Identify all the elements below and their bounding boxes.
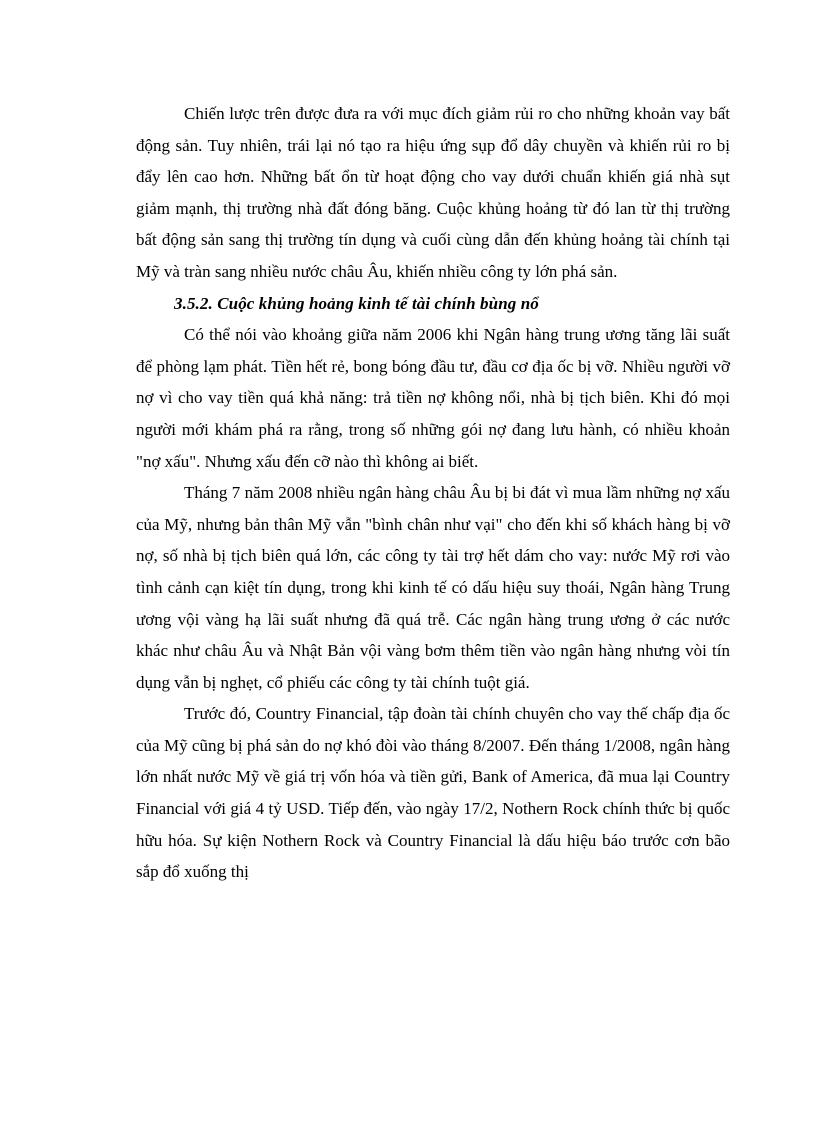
section-heading: 3.5.2. Cuộc khủng hoảng kinh tế tài chính bùng nổ — [174, 293, 539, 313]
document-body — [136, 98, 730, 888]
paragraph-3: Trước đó, Country Financial, tập đoàn tài chính chuyên cho vay thế chấp địa ốc của Mỹ cũng bị phá sản do nợ khó đòi vào tháng 8/2007. Đến tháng 1/2008, ngân hàng lớn nhất nước Mỹ về giá trị vốn hóa và tiền gửi, Bank of America, đã mua lại Country Financial với giá 4 tỷ USD. Tiếp đến, vào ngày 17/2, Nothern Rock chính thức bị quốc hữu hóa. Sự kiện Nothern Rock và Country Financial là dấu hiệu báo trước cơn bão sắp đổ xuống thị — [136, 704, 730, 882]
paragraph-2: Tháng 7 năm 2008 nhiều ngân hàng châu Âu bị bi đát vì mua lầm những nợ xấu của Mỹ, nhưng bản thân Mỹ vẫn "bình chân như vại" cho đến khi số khách hàng bị vỡ nợ, số nhà bị tịch biên quá lớn, các công ty tài trợ hết dám cho vay: nước Mỹ rơi vào tình cảnh cạn kiệt tín dụng, trong khi kinh tế có dấu hiệu suy thoái, Ngân hàng Trung ương vội vàng hạ lãi suất nhưng đã quá trễ. Các ngân hàng trung ương ở các nước khác như châu Âu và Nhật Bản vội vàng bơm thêm tiền vào ngân hàng nhưng vòi tín dụng vẫn bị nghẹt, cổ phiếu các công ty tài chính tuột giá. — [136, 483, 730, 692]
paragraph-intro: Chiến lược trên được đưa ra với mục đích giảm rủi ro cho những khoản vay bất động sản. Tuy nhiên, trái lại nó tạo ra hiệu ứng sụp đổ dây chuyền và khiến rủi ro bị đẩy lên cao hơn. Những bất ổn từ hoạt động cho vay dưới chuẩn khiến giá nhà sụt giảm mạnh, thị trường nhà đất đóng băng. Cuộc khủng hoảng từ đó lan từ thị trường bất động sản sang thị trường tín dụng và cuối cùng dẫn đến khủng hoảng tài chính tại Mỹ và tràn sang nhiều nước châu Âu, khiến nhiều công ty lớn phá sản. — [136, 104, 730, 281]
paragraph-1: Có thể nói vào khoảng giữa năm 2006 khi Ngân hàng trung ương tăng lãi suất để phòng lạm phát. Tiền hết rẻ, bong bóng đầu tư, đầu cơ địa ốc bị vỡ. Nhiều người vỡ nợ vì cho vay tiền quá khả năng: trả tiền nợ không nổi, nhà bị tịch biên. Khi đó mọi người mới khám phá ra rằng, trong số những gói nợ đang lưu hành, có nhiều khoản "nợ xấu". Nhưng xấu đến cỡ nào thì không ai biết. — [136, 325, 730, 471]
